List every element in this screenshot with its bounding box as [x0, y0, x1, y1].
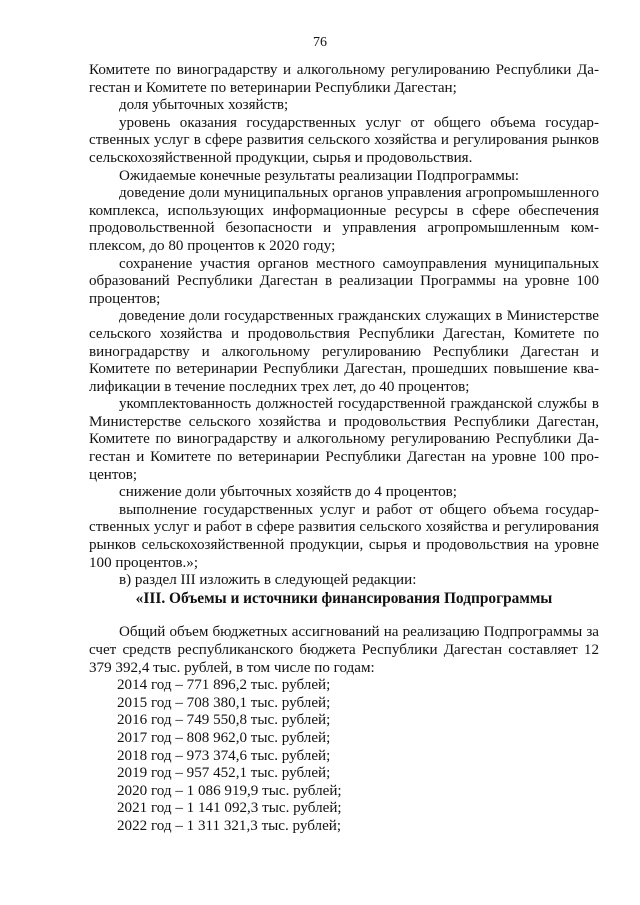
paragraph: Комитете по виноградарству и алкогольному регулированию Республики Дагестан и Комитете по ветеринарии Республики Дагестан;: [89, 62, 599, 96]
paragraph: доля убыточных хозяйств;: [119, 97, 289, 114]
funding-year-item: 2021 год – 1 141 092,3 тыс. рублей;: [117, 800, 342, 817]
paragraph: уровень оказания государственных услуг от общего объема государственных услуг в сфере развития сельского хозяйства и регулирования рынков сельскохозяйственной продукции, сырья и продовольствия.: [89, 114, 599, 166]
paragraph: Ожидаемые конечные результаты реализации Подпрограммы:: [119, 167, 520, 184]
funding-year-item: 2015 год – 708 380,1 тыс. рублей;: [117, 694, 331, 711]
paragraph: сохранение участия органов местного самоуправления муниципальных образований Республики Дагестан в реализации Программы на уровне 100 процентов;: [89, 255, 599, 307]
paragraph: выполнение государственных услуг и работ от общего объема государственных услуг и работ в сфере развития сельского хозяйства и регулирования рынков сельскохозяйственной продукции, сырья и продовольствия на уровне 100 процентов.»;: [89, 501, 599, 571]
section-heading: «III. Объемы и источники финансирования Подпрограммы: [135, 589, 553, 607]
funding-year-item: 2019 год – 957 452,1 тыс. рублей;: [117, 765, 331, 782]
text-block-results: [89, 62, 599, 590]
paragraph: доведение доли муниципальных органов управления агропромышленного комплекса, использующих информационные ресурсы в сфере обеспечения продовольственной безопасности и управления агропромышленным комплексом, до 80 процентов к 2020 году;: [89, 185, 599, 254]
funding-by-year-list: [89, 677, 599, 835]
funding-year-item: 2020 год – 1 086 919,9 тыс. рублей;: [117, 782, 342, 799]
funding-year-item: 2022 год – 1 311 321,3 тыс. рублей;: [117, 817, 342, 834]
paragraph: снижение доли убыточных хозяйств до 4 процентов;: [119, 484, 457, 501]
paragraph: укомплектованность должностей государственной гражданской службы в Министерстве сельского хозяйства и продовольствия Республики Дагестан, Комитете по виноградарству и алкогольному регулированию Республики Дагестан и Комитете по ветеринарии Республики Дагестан на уровне 100 процентов;: [89, 396, 599, 483]
funding-year-item: 2016 год – 749 550,8 тыс. рублей;: [117, 712, 331, 729]
paragraph: в) раздел III изложить в следующей редакции:: [119, 572, 417, 589]
funding-year-item: 2017 год – 808 962,0 тыс. рублей;: [117, 729, 331, 746]
funding-intro-paragraph: Общий объем бюджетных ассигнований на реализацию Подпрограммы за счет средств республиканского бюджета Республики Дагестан составляет 12 379 392,4 тыс. рублей, в том числе по годам:: [89, 624, 599, 676]
funding-year-item: 2014 год – 771 896,2 тыс. рублей;: [117, 677, 331, 694]
document-body: [89, 62, 599, 836]
paragraph: доведение доли государственных гражданских служащих в Министерстве сельского хозяйства и продовольствия Республики Дагестан, Комитете по виноградарству и алкогольному регулированию Республики Дагестан и Комитете по ветеринарии Республики Дагестан, прошедших повышение квалификации в течение последних трех лет, до 40 процентов;: [89, 308, 599, 395]
blank-line: [89, 607, 599, 624]
funding-year-item: 2018 год – 973 374,6 тыс. рублей;: [117, 747, 331, 764]
page-number: 76: [313, 35, 327, 50]
